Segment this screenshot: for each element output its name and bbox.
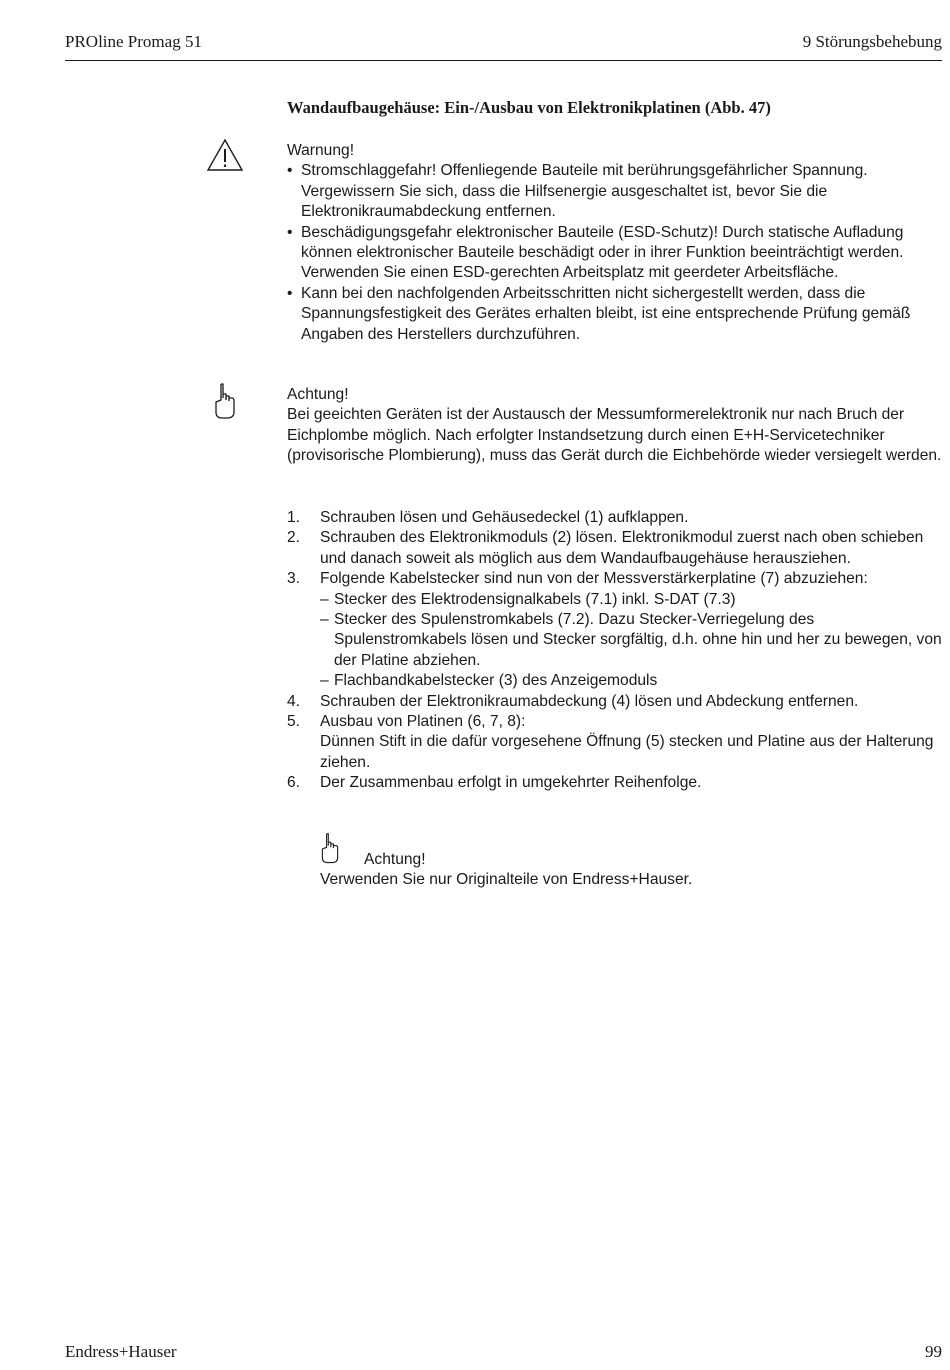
step-item (287, 508, 942, 528)
step-item (287, 569, 942, 691)
substep-list (320, 590, 942, 692)
step-number: 3. (287, 570, 301, 588)
step-item (287, 773, 942, 793)
caution-text: Bei geeichten Geräten ist der Austausch der Messumformerelektronik nur nach Bruch der Eichplombe möglich. Nach erfolgter Instandsetzung durch einen E+H-Servicetechniker (provisorische Plombierung), muss das Gerät durch die Eichbehörde wieder versiegelt werden. (287, 406, 942, 465)
step-text-continued: Dünnen Stift in die dafür vorgesehene Öffnung (5) stecken und Platine aus der Halterung ziehen. (320, 733, 934, 771)
step-text: Schrauben der Elektronikraumabdeckung (4) lösen und Abdeckung entfernen. (320, 692, 859, 710)
step-number: 1. (287, 509, 301, 526)
note-title: Achtung! (364, 851, 426, 868)
step-number: 2. (287, 529, 301, 547)
step-item (287, 528, 942, 569)
step-text: Schrauben lösen und Gehäusedeckel (1) aufklappen. (320, 509, 689, 526)
page-header (65, 32, 942, 61)
page-number: 99 (925, 1342, 942, 1361)
step-text: Folgende Kabelstecker sind nun von der Messverstärkerplatine (7) abzuziehen: (320, 570, 868, 588)
header-product-name: PROline Promag 51 (65, 32, 202, 51)
warning-item: • Kann bei den nachfolgenden Arbeitsschritten nicht sichergestellt werden, dass die Spannungsfestigkeit des Gerätes erhalten bleibt, ist eine entsprechende Prüfung gemäß Angaben des Herstellers durchzuführen. (287, 284, 942, 345)
substep-item: – Stecker des Spulenstromkabels (7.2). Dazu Stecker-Verriegelung des Spulenstromkabels lösen und Stecker sorgfältig, d.h. ohne hin und her zu bewegen, von der Platine abziehen. (320, 610, 942, 671)
page-footer (65, 1342, 942, 1364)
section-heading: Wandaufbaugehäuse: Ein-/Ausbau von Elektronikplatinen (Abb. 47) (287, 98, 771, 117)
step-number: 4. (287, 692, 301, 710)
warning-item: • Stromschlaggefahr! Offenliegende Bauteile mit berührungsgefährlicher Spannung. Vergewissern Sie sich, dass die Hilfsenergie ausgeschaltet ist, bevor Sie die Elektronikraumabdeckung entfernen. (287, 161, 942, 222)
substep-item: – Stecker des Elektrodensignalkabels (7.1) inkl. S-DAT (7.3) (320, 590, 942, 610)
note-text: Verwenden Sie nur Originalteile von Endress+Hauser. (320, 871, 693, 889)
warning-title: Warnung! (287, 142, 355, 159)
warning-item: • Beschädigungsgefahr elektronischer Bauteile (ESD-Schutz)! Durch statische Aufladung können elektronischer Bauteile beschädigt oder in ihrer Funktion beeinträchtigt werden. Verwenden Sie einen ESD-gerechten Arbeitsplatz mit geerdeter Arbeitsfläche. (287, 223, 942, 284)
pointing-hand-icon (212, 382, 238, 427)
caution-title: Achtung! (287, 386, 349, 403)
step-text: Schrauben des Elektronikmoduls (2) lösen. Elektronikmodul zuerst nach oben schieben und danach soweit als möglich aus dem Wandaufbaugehäuse herausziehen. (320, 529, 924, 567)
caution-block (287, 385, 942, 467)
step-item (287, 692, 942, 712)
substep-item: – Flachbandkabelstecker (3) des Anzeigemoduls (320, 671, 942, 691)
note-block (320, 830, 920, 891)
warning-triangle-icon (206, 138, 244, 177)
step-number: 6. (287, 774, 301, 792)
header-chapter-title: 9 Störungsbehebung (802, 32, 942, 51)
step-text: Ausbau von Platinen (6, 7, 8): (320, 713, 526, 731)
step-text: Der Zusammenbau erfolgt in umgekehrter Reihenfolge. (320, 774, 702, 792)
warning-block (287, 141, 942, 345)
footer-company: Endress+Hauser (65, 1342, 177, 1361)
step-number: 5. (287, 713, 301, 731)
warning-list (287, 161, 942, 345)
procedure-steps (287, 508, 942, 794)
step-item (287, 712, 942, 773)
